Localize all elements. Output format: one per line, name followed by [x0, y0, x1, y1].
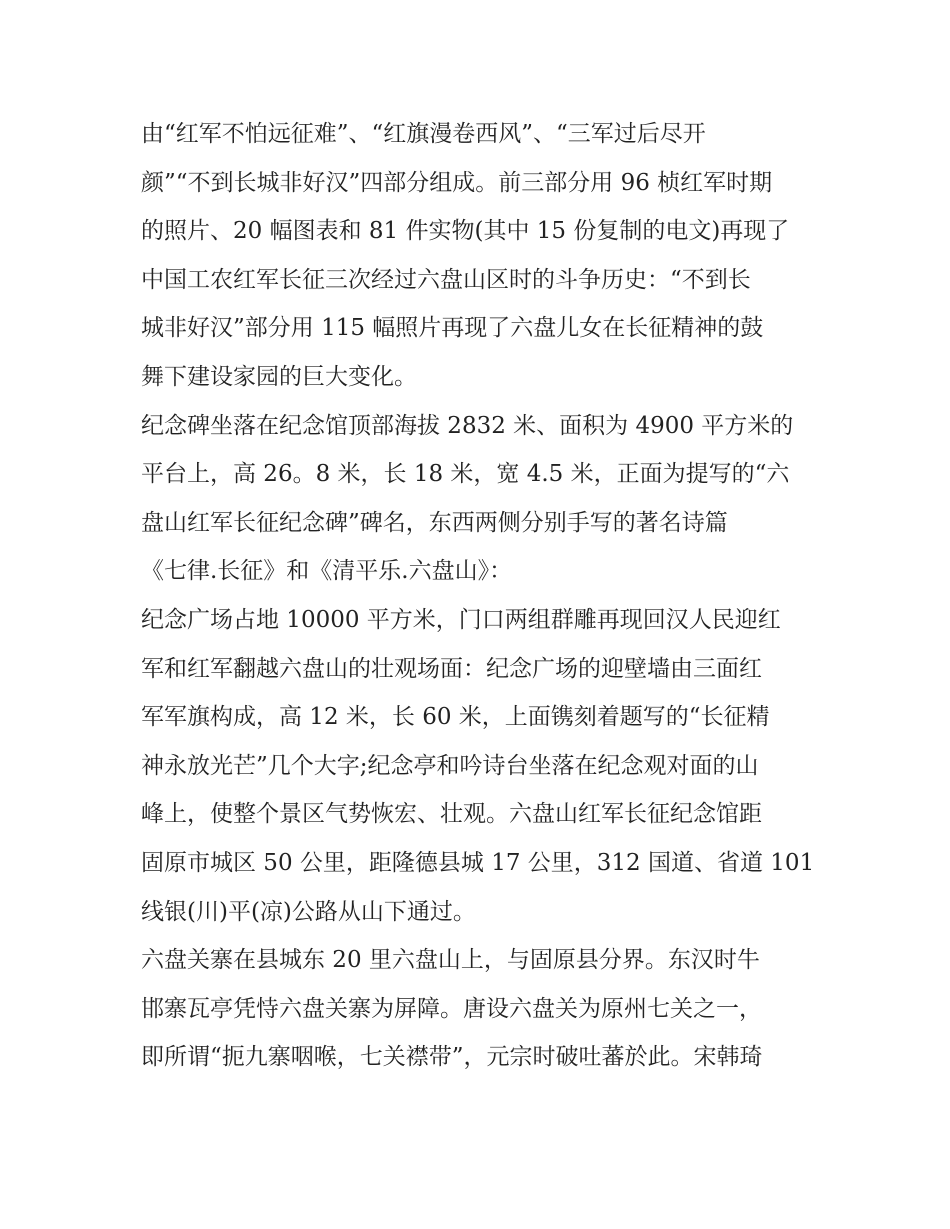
text-line: 中国工农红军长征三次经过六盘山区时的斗争历史：“不到长	[141, 266, 751, 293]
body-text	[141, 110, 821, 1082]
text-line: 神永放光芒”几个大字;纪念亭和吟诗台坐落在纪念观对面的山	[141, 752, 759, 779]
text-line: 军和红军翻越六盘山的壮观场面：纪念广场的迎壁墙由三面红	[141, 655, 762, 682]
text-line: 邯寨瓦亭凭恃六盘关寨为屏障。唐设六盘关为原州七关之一，	[141, 995, 762, 1022]
text-line: 的照片、20 幅图表和 81 件实物(其中 15 份复制的电文)再现了	[141, 218, 790, 245]
text-line: 固原市城区 50 公里，距隆德县城 17 公里，312 国道、省道 101	[141, 849, 815, 876]
text-line: 城非好汉”部分用 115 幅照片再现了六盘儿女在长征精神的鼓	[141, 315, 764, 342]
text-line: 峰上，使整个景区气势恢宏、壮观。六盘山红军长征纪念馆距	[141, 801, 762, 828]
text-line: 纪念碑坐落在纪念馆顶部海拔 2832 米、面积为 4900 平方米的	[141, 412, 794, 439]
text-line: 平台上，高 26。8 米，长 18 米，宽 4.5 米，正面为提写的“六	[141, 461, 790, 488]
text-line: 由“红军不怕远征难”、“红旗漫卷西风”、“三军过后尽开	[141, 121, 706, 147]
text-line: 盘山红军长征纪念碑”碑名，东西两侧分别手写的著名诗篇	[141, 509, 728, 536]
text-line: 《七律.长征》和《清平乐.六盘山》：	[141, 558, 513, 585]
text-line: 颜”“不到长城非好汉”四部分组成。前三部分用 96 桢红军时期	[141, 169, 773, 196]
text-line: 即所谓“扼九寨咽喉，七关襟带”，元宗时破吐蕃於此。宋韩琦	[141, 1044, 763, 1071]
text-line: 六盘关寨在县城东 20 里六盘山上，与固原县分界。东汉时牛	[141, 947, 760, 974]
text-line: 纪念广场占地 10000 平方米，门口两组群雕再现回汉人民迎红	[141, 606, 781, 633]
text-line: 军军旗构成，高 12 米，长 60 米，上面镌刻着题写的“长征精	[141, 704, 770, 731]
text-line: 舞下建设家园的巨大变化。	[141, 363, 417, 390]
text-line: 线银(川)平(凉)公路从山下通过。	[141, 898, 476, 925]
